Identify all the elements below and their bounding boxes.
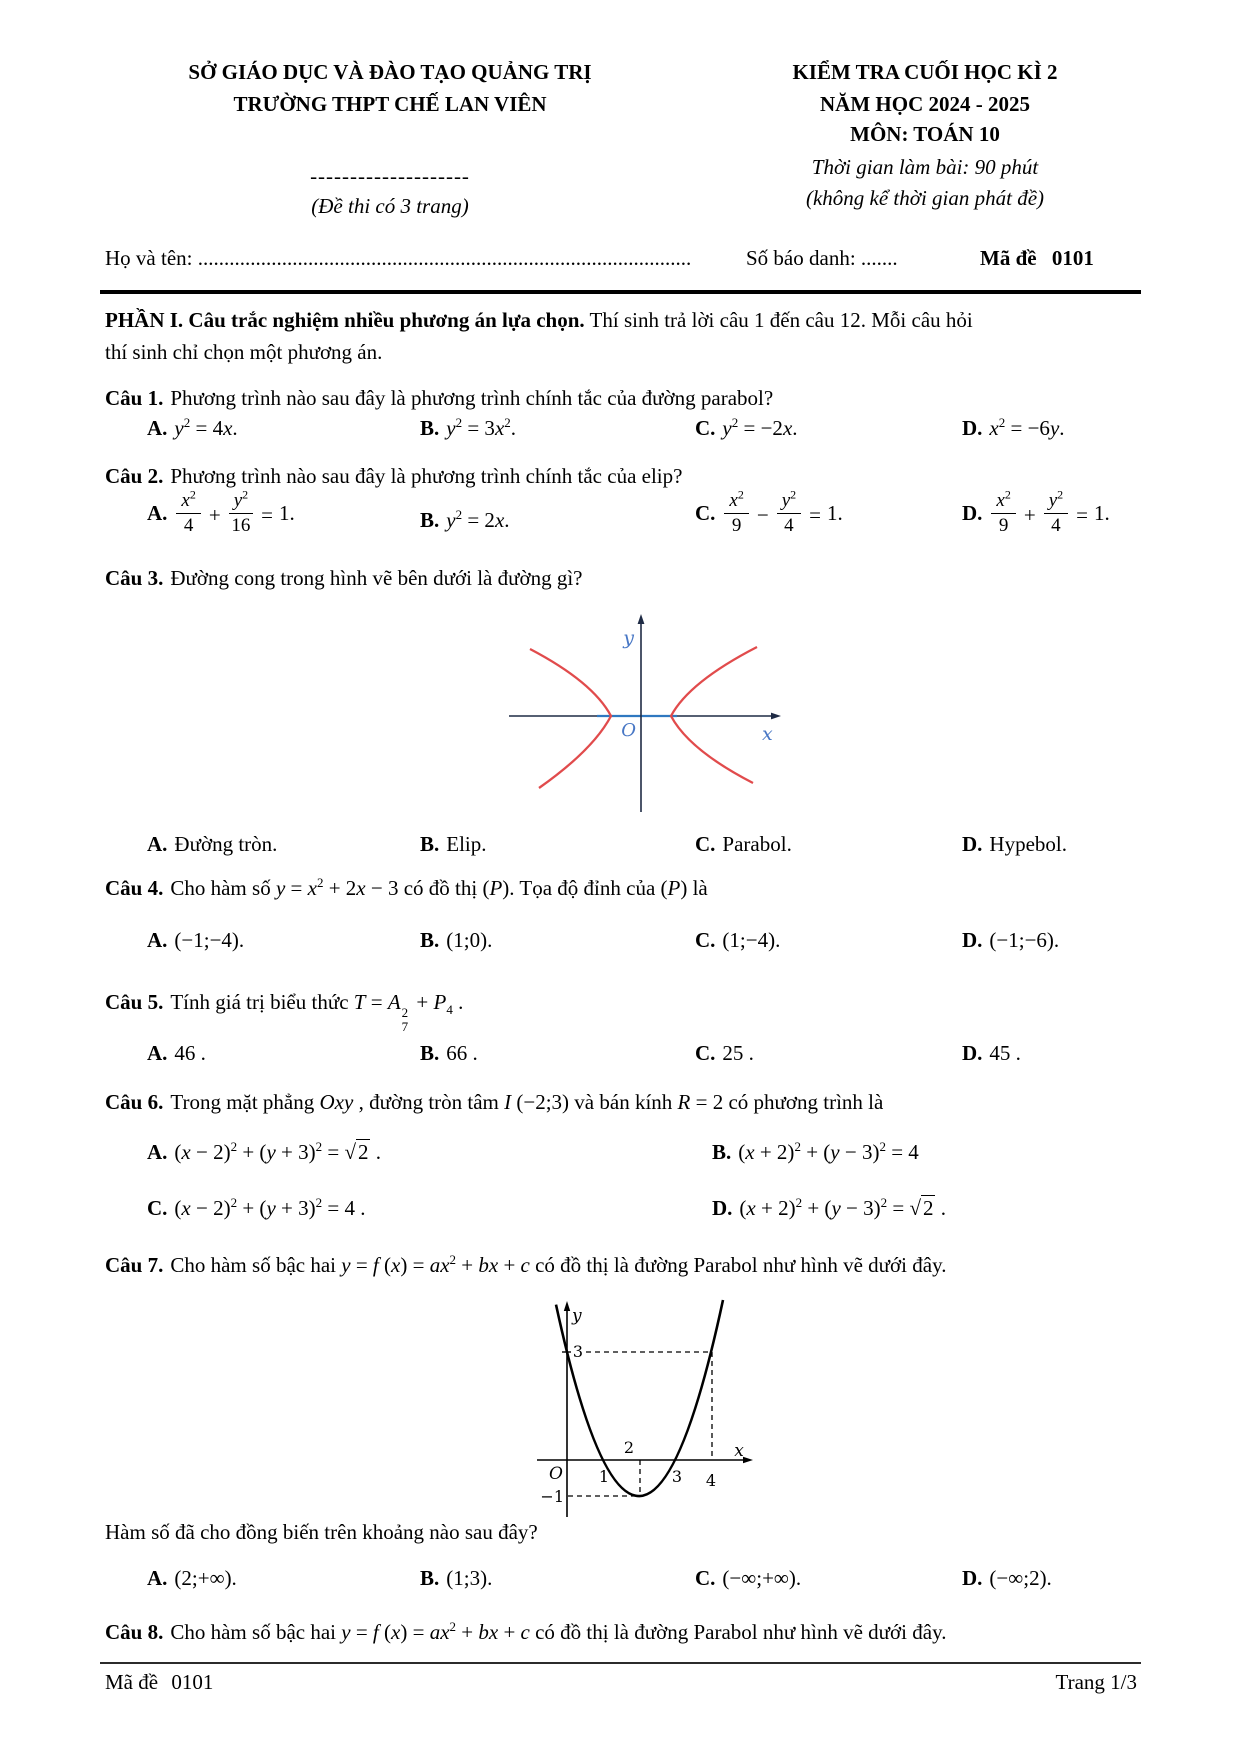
fig2-x-label: x [734,1441,744,1461]
q7-label: Câu 7. [105,1253,164,1277]
subject: MÔN: TOÁN 10 [850,122,1000,146]
q8-stem: Câu 8. Cho hàm số bậc hai y = f $(x) = ax^2$ + bx + c có đồ thị là đường Parabol như hình vẽ dưới đây. [105,1619,947,1644]
fig2-label-x4: 4 [705,1471,717,1490]
q7-option-a: A. (2;+∞). [147,1566,237,1590]
fig1-y-arrow-icon [638,614,645,624]
q7-option-b: B. (1;3). [420,1566,493,1590]
q6-label: Câu 6. [105,1090,164,1114]
exam-title: KIỂM TRA CUỐI HỌC KÌ 2 [792,60,1058,84]
q7-option-d: D. (−∞;2). [962,1566,1052,1590]
q3-option-d: D. Hypebol. [962,832,1067,856]
q3-option-b: B. Elip. [420,832,487,856]
q5-option-c: C. 25 . [695,1041,754,1065]
part1-title: PHẦN I. Câu trắc nghiệm nhiều phương án lựa chọn. [105,308,585,332]
fig1-x-arrow-icon [771,713,781,720]
candidate-number-dots: ....... [860,246,898,270]
q6-option-c: C. $(x - 2)^2 + (y + 3)^2 = 4$ . [147,1195,366,1220]
part1-intro-line2: thí sinh chỉ chọn một phương án. [105,340,383,364]
name-label: Họ và tên: [105,246,193,270]
q1-option-a: A. $y^2 = 4x$. [147,415,238,440]
fig2-label-ym1: −1 [540,1487,564,1506]
exam-code-label: Mã đề [980,246,1037,270]
header-dashes: -------------------- [310,164,470,188]
part1-intro-line1 [105,308,973,333]
q6-option-b: B. $(x + 2)^2 + (y - 3)^2 = 4$ [712,1139,919,1164]
candidate-number-label: Số báo danh: [746,246,856,270]
figure-hyperbola [500,610,790,820]
fig2-label-x3: 3 [671,1467,683,1486]
exam-code-badge [980,246,1094,271]
name-field [105,246,691,271]
footer-page-number: Trang 1/3 [1055,1670,1137,1694]
q8-label: Câu 8. [105,1620,164,1644]
q4-option-d: D. (−1;−6). [962,928,1060,952]
q2-option-d: D. $\frac{x^2}{9}$ + $\frac{y^2}{4}$ = 1. [962,487,1110,536]
fig1-y-label: y [623,627,634,649]
fig2-parabola-curve [556,1300,723,1496]
q5-stem: Câu 5. Tính giá trị biểu thức T = A 2 7 + $P_4$ . [105,990,464,1034]
q5-option-b: B. 66 . [420,1041,478,1065]
q3-option-c: C. Parabol. [695,832,792,856]
fig1-left-branch [530,649,611,788]
q3-label: Câu 3. [105,566,164,590]
department-title: SỞ GIÁO DỤC VÀ ĐÀO TẠO QUẢNG TRỊ [188,60,592,84]
q7-sub-question: Hàm số đã cho đồng biến trên khoảng nào sau đây? [105,1520,538,1544]
duration-note-2: (không kể thời gian phát đề) [805,186,1045,210]
figure-parabola [520,1296,765,1522]
footer-exam-code [105,1670,213,1695]
q4-option-b: B. (1;0). [420,928,493,952]
school-name: TRƯỜNG THPT CHẾ LAN VIÊN [233,92,547,116]
q7-stem: Câu 7. Cho hàm số bậc hai y = f $(x) = ax^2$ + bx + c có đồ thị là đường Parabol như hình vẽ dưới đây. [105,1252,947,1277]
exam-code-value: 0101 [1051,246,1094,270]
q4-label: Câu 4. [105,876,164,900]
q3-stem: Câu 3. Đường cong trong hình vẽ bên dưới là đường gì? [105,566,583,590]
fig2-y-label: y [572,1306,582,1326]
q1-option-c: C. $y^2 = -2x$. [695,415,798,440]
q4-option-a: A. (−1;−4). [147,928,245,952]
q6-stem: Câu 6. Trong mặt phẳng Oxy , đường tròn tâm I (−2;3) và bán kính R = 2 có phương trình là [105,1090,884,1114]
school-year: NĂM HỌC 2024 - 2025 [820,92,1030,116]
footer-exam-code-label: Mã đề [105,1670,159,1694]
q7-option-c: C. (−∞;+∞). [695,1566,802,1590]
q2-label: Câu 2. [105,464,164,488]
duration-note: Thời gian làm bài: 90 phút [811,155,1039,179]
exam-pages-note: (Đề thi có 3 trang) [311,194,469,218]
q4-stem: Câu 4. Cho hàm số $y = x^2 + 2x - 3$ có đồ thị (P). Tọa độ đỉnh của (P) là [105,875,708,900]
fig2-y-arrow-icon [564,1301,570,1311]
candidate-number-field [746,246,898,271]
fig2-origin-label: O [549,1464,563,1484]
fig1-x-label: x [762,723,773,745]
footer-divider [100,1662,1141,1664]
q1-option-b: B. $y^2 = 3x^2$. [420,415,517,440]
q2-option-a: A. $\frac{x^2}{4}$ + $\frac{y^2}{16}$ = 1. [147,487,295,536]
q4-option-c: C. (1;−4). [695,928,781,952]
q2-option-c: C. $\frac{x^2}{9}$ − $\frac{y^2}{4}$ = 1. [695,487,843,536]
fig1-origin-label: O [621,720,636,741]
q5-option-d: D. 45 . [962,1041,1021,1065]
q2-option-b: B. $y^2 = 2x$. [420,507,510,532]
fig2-label-x1: 1 [598,1467,610,1486]
footer-exam-code-value: 0101 [171,1670,214,1694]
q5-option-a: A. 46 . [147,1041,206,1065]
q1-stem: Câu 1. Phương trình nào sau đây là phương trình chính tắc của đường parabol? [105,386,774,410]
q1-option-d: D. $x^2 = -6y$. [962,415,1065,440]
part1-instructions: Thí sinh trả lời câu 1 đến câu 12. Mỗi câu hỏi [584,308,973,332]
q1-label: Câu 1. [105,386,164,410]
fig1-right-branch [671,647,757,783]
name-dotted-line: .............................................................................................. [197,246,692,270]
q2-stem: Câu 2. Phương trình nào sau đây là phương trình chính tắc của elip? [105,464,683,488]
q6-option-a: A. $(x - 2)^2 + (y + 3)^2 = √2$ . [147,1139,381,1164]
header-divider [100,290,1141,294]
fig2-label-x2: 2 [623,1438,635,1457]
q5-label: Câu 5. [105,990,164,1014]
fig2-x-arrow-icon [743,1457,753,1463]
q6-option-d: D. $(x + 2)^2 + (y - 3)^2 = √2$ . [712,1195,946,1220]
fig2-label-y3: 3 [572,1342,584,1361]
q3-option-a: A. Đường tròn. [147,832,278,856]
